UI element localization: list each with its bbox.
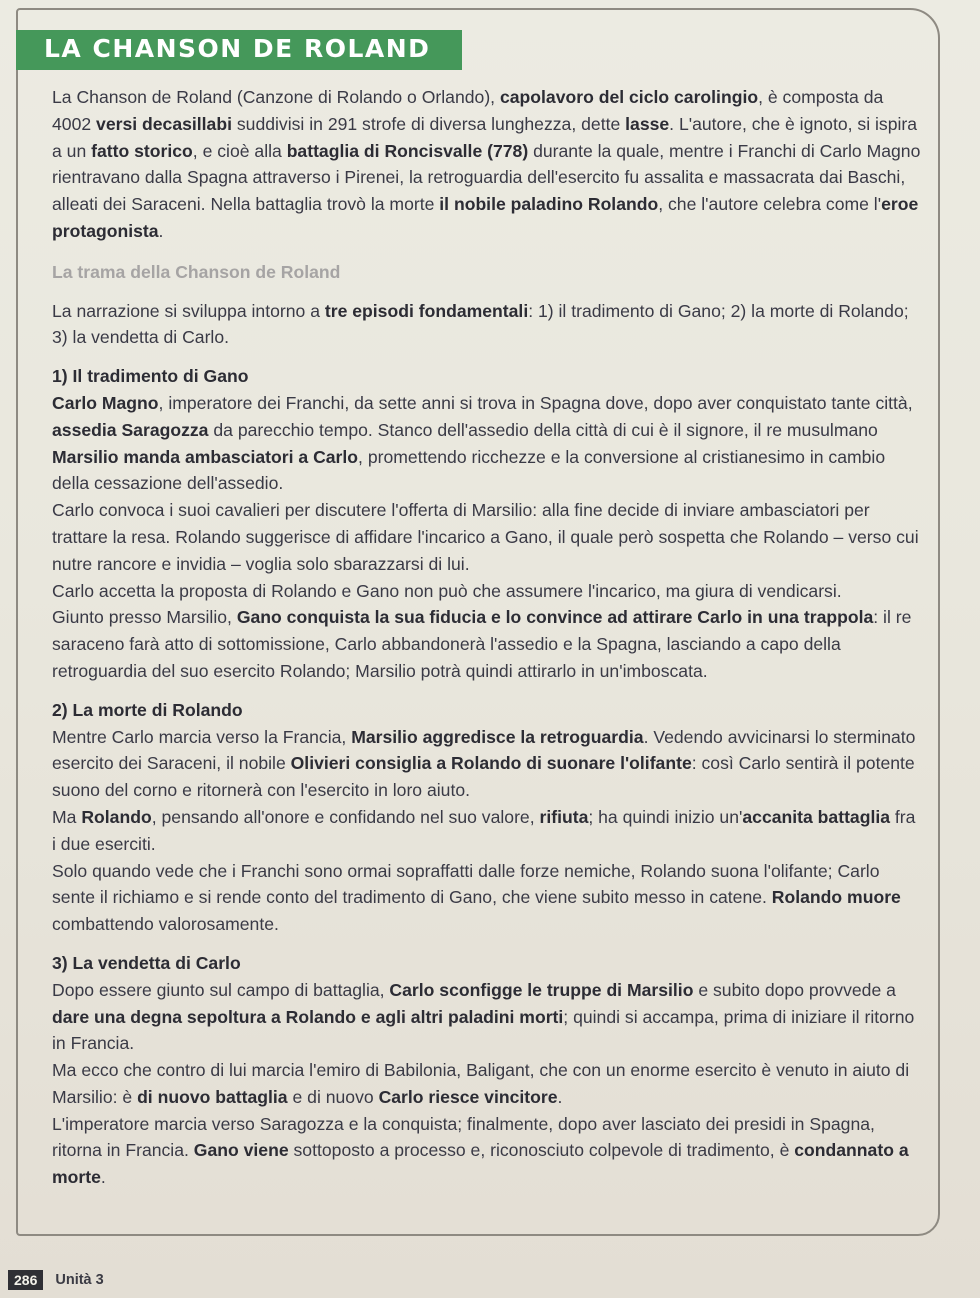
bold-text: versi decasillabi	[96, 113, 232, 134]
main-content	[52, 84, 924, 1191]
text-run: Ma ecco che contro di lui marcia l'emiro di Babilonia, Baligant, che con un enorme esercito è venuto in aiuto di Marsilio: è	[52, 1060, 910, 1107]
unit-label: Unità 3	[55, 1272, 104, 1288]
bold-text: tre episodi fondamentali	[324, 300, 529, 321]
text-run: , che l'autore celebra come l'	[658, 194, 882, 215]
bold-text: Carlo riesce vincitore	[378, 1086, 558, 1107]
text-run: Giunto presso Marsilio,	[52, 607, 237, 628]
text-run: L'imperatore marcia verso Saragozza e la conquista; finalmente, dopo aver lasciato dei presidi in Spagna, ritorna in Francia.	[52, 1113, 875, 1161]
section-heading: 2) La morte di Rolando	[52, 699, 243, 720]
text-run: . Vedendo avvicinarsi lo sterminato esercito dei Saraceni, il nobile	[52, 726, 916, 774]
bold-text: Rolando	[81, 806, 152, 827]
bold-text: Carlo Magno	[52, 392, 159, 413]
bold-text: di nuovo battaglia	[137, 1086, 288, 1107]
section-paragraph	[52, 390, 924, 497]
bold-text: il nobile paladino Rolando	[439, 194, 659, 215]
bold-text: Rolando muore	[771, 887, 901, 908]
text-run: . L'autore, che è ignoto, si ispira a un	[52, 113, 918, 161]
bold-text: eroe protagonista	[52, 194, 919, 241]
text-run: .	[158, 220, 164, 241]
text-run: : così Carlo sentirà il potente suono del corno e ritornerà con l'esercito in loro aiuto.	[52, 753, 915, 801]
plot-intro-paragraph	[52, 298, 924, 352]
plot-sections	[52, 351, 924, 1191]
section-heading: 3) La vendetta di Carlo	[52, 952, 241, 973]
text-run: , e cioè alla	[192, 140, 287, 161]
text-run: : il re saraceno farà atto di sottomissione, Carlo abbandonerà l'assedio e la Spagna, lasciando a capo della retroguardia del suo esercito Rolando; Marsilio potrà quindi attirarlo in un'imboscata.	[52, 607, 912, 681]
section-paragraph	[52, 497, 924, 577]
text-run: da parecchio tempo. Stanco dell'assedio della città di cui è il signore, il re musulmano	[208, 419, 878, 440]
text-run: Mentre Carlo marcia verso la Francia,	[52, 726, 352, 747]
text-run: sottoposto a processo e, riconosciuto colpevole di tradimento, è	[288, 1140, 795, 1161]
bold-text: Carlo sconfigge le truppe di Marsilio	[389, 979, 694, 1000]
intro-paragraph	[52, 84, 924, 245]
text-run: Solo quando vede che i Franchi sono ormai sopraffatti dalle forze nemiche, Rolando suona l'olifante; Carlo sente il richiamo e si rende conto del tradimento di Gano, che viene subito messo in catene.	[52, 860, 880, 908]
page-number: 286	[8, 1270, 43, 1290]
bold-text: capolavoro del ciclo carolingio	[499, 87, 759, 107]
section-paragraph	[52, 604, 924, 684]
text-run: : 1) il tradimento di Gano; 2) la morte di Rolando; 3) la vendetta di Carlo.	[52, 300, 909, 348]
page-title: LA CHANSON DE ROLAND	[44, 34, 431, 63]
text-run: , pensando all'onore e confidando nel suo valore,	[151, 806, 540, 827]
bold-text: Marsilio aggredisce la retroguardia	[351, 726, 644, 747]
text-run: Ma	[52, 806, 82, 827]
text-run: fra i due eserciti.	[52, 806, 916, 854]
text-run: .	[557, 1086, 563, 1107]
text-run: combattendo valorosamente.	[52, 914, 279, 935]
text-run: La narrazione si sviluppa intorno a	[52, 300, 325, 321]
page-footer	[8, 1270, 104, 1290]
section-paragraph	[52, 804, 924, 858]
section-paragraph	[52, 1111, 924, 1191]
bold-text: Olivieri consiglia a Rolando di suonare l'olifante	[290, 753, 692, 774]
text-run: Carlo convoca i suoi cavalieri per discutere l'offerta di Marsilio: alla fine decide di inviare ambasciatori per trattare la resa. Rolando suggerisce di affidare l'incarico a Gano, il quale però sospetta che Rolando – verso cui nutre rancore e invidia – voglia solo sbarazzarsi di lui.	[52, 500, 919, 574]
text-run: , imperatore dei Franchi, da sette anni si trova in Spagna dove, dopo aver conquistato tante città,	[158, 392, 913, 413]
text-run: , è composta da 4002	[52, 87, 884, 134]
bold-text: rifiuta	[539, 806, 589, 827]
text-run: Dopo essere giunto sul campo di battaglia,	[52, 979, 390, 1000]
section-paragraph	[52, 1057, 924, 1111]
text-run: e di nuovo	[287, 1086, 379, 1107]
section-heading: 1) Il tradimento di Gano	[52, 366, 249, 387]
text-run: ; quindi si accampa, prima di iniziare il ritorno in Francia.	[52, 1006, 915, 1054]
bold-text: condannato a morte	[52, 1140, 909, 1188]
bold-text: fatto storico	[91, 140, 193, 161]
section-paragraph	[52, 977, 924, 1057]
section-paragraph	[52, 578, 924, 605]
bold-text: assedia Saragozza	[52, 419, 209, 440]
text-run: durante la quale, mentre i Franchi di Carlo Magno rientravano dalla Spagna attraverso i Pirenei, la retroguardia dell'esercito fu assalita e massacrata dai Baschi, alleati dei Saraceni. Nella battaglia trovò la morte	[52, 140, 921, 215]
bold-text: Gano viene	[193, 1140, 289, 1161]
text-run: .	[100, 1167, 106, 1188]
section-paragraph	[52, 724, 924, 804]
text-run: La Chanson de Roland (Canzone di Rolando o Orlando),	[52, 87, 500, 107]
text-run: , promettendo ricchezze e la conversione al cristianesimo in cambio della cessazione dell'assedio.	[52, 446, 886, 494]
plot-subtitle: La trama della Chanson de Roland	[52, 261, 341, 282]
bold-text: Gano conquista la sua fiducia e lo convince ad attirare Carlo in una trappola	[236, 607, 874, 628]
text-run: suddivisi in 291 strofe di diversa lunghezza, dette	[231, 113, 626, 134]
section-paragraph	[52, 858, 924, 938]
bold-text: lasse	[625, 113, 670, 134]
text-run: e subito dopo provvede a	[693, 979, 896, 1000]
text-run: Carlo accetta la proposta di Rolando e Gano non può che assumere l'incarico, ma giura di vendicarsi.	[52, 580, 842, 601]
text-run: ; ha quindi inizio un'	[588, 806, 743, 827]
bold-text: battaglia di Roncisvalle (778)	[286, 140, 529, 161]
bold-text: accanita battaglia	[742, 806, 891, 827]
bold-text: Marsilio manda ambasciatori a Carlo	[52, 446, 359, 467]
bold-text: dare una degna sepoltura a Rolando e agli altri paladini morti	[52, 1006, 564, 1027]
